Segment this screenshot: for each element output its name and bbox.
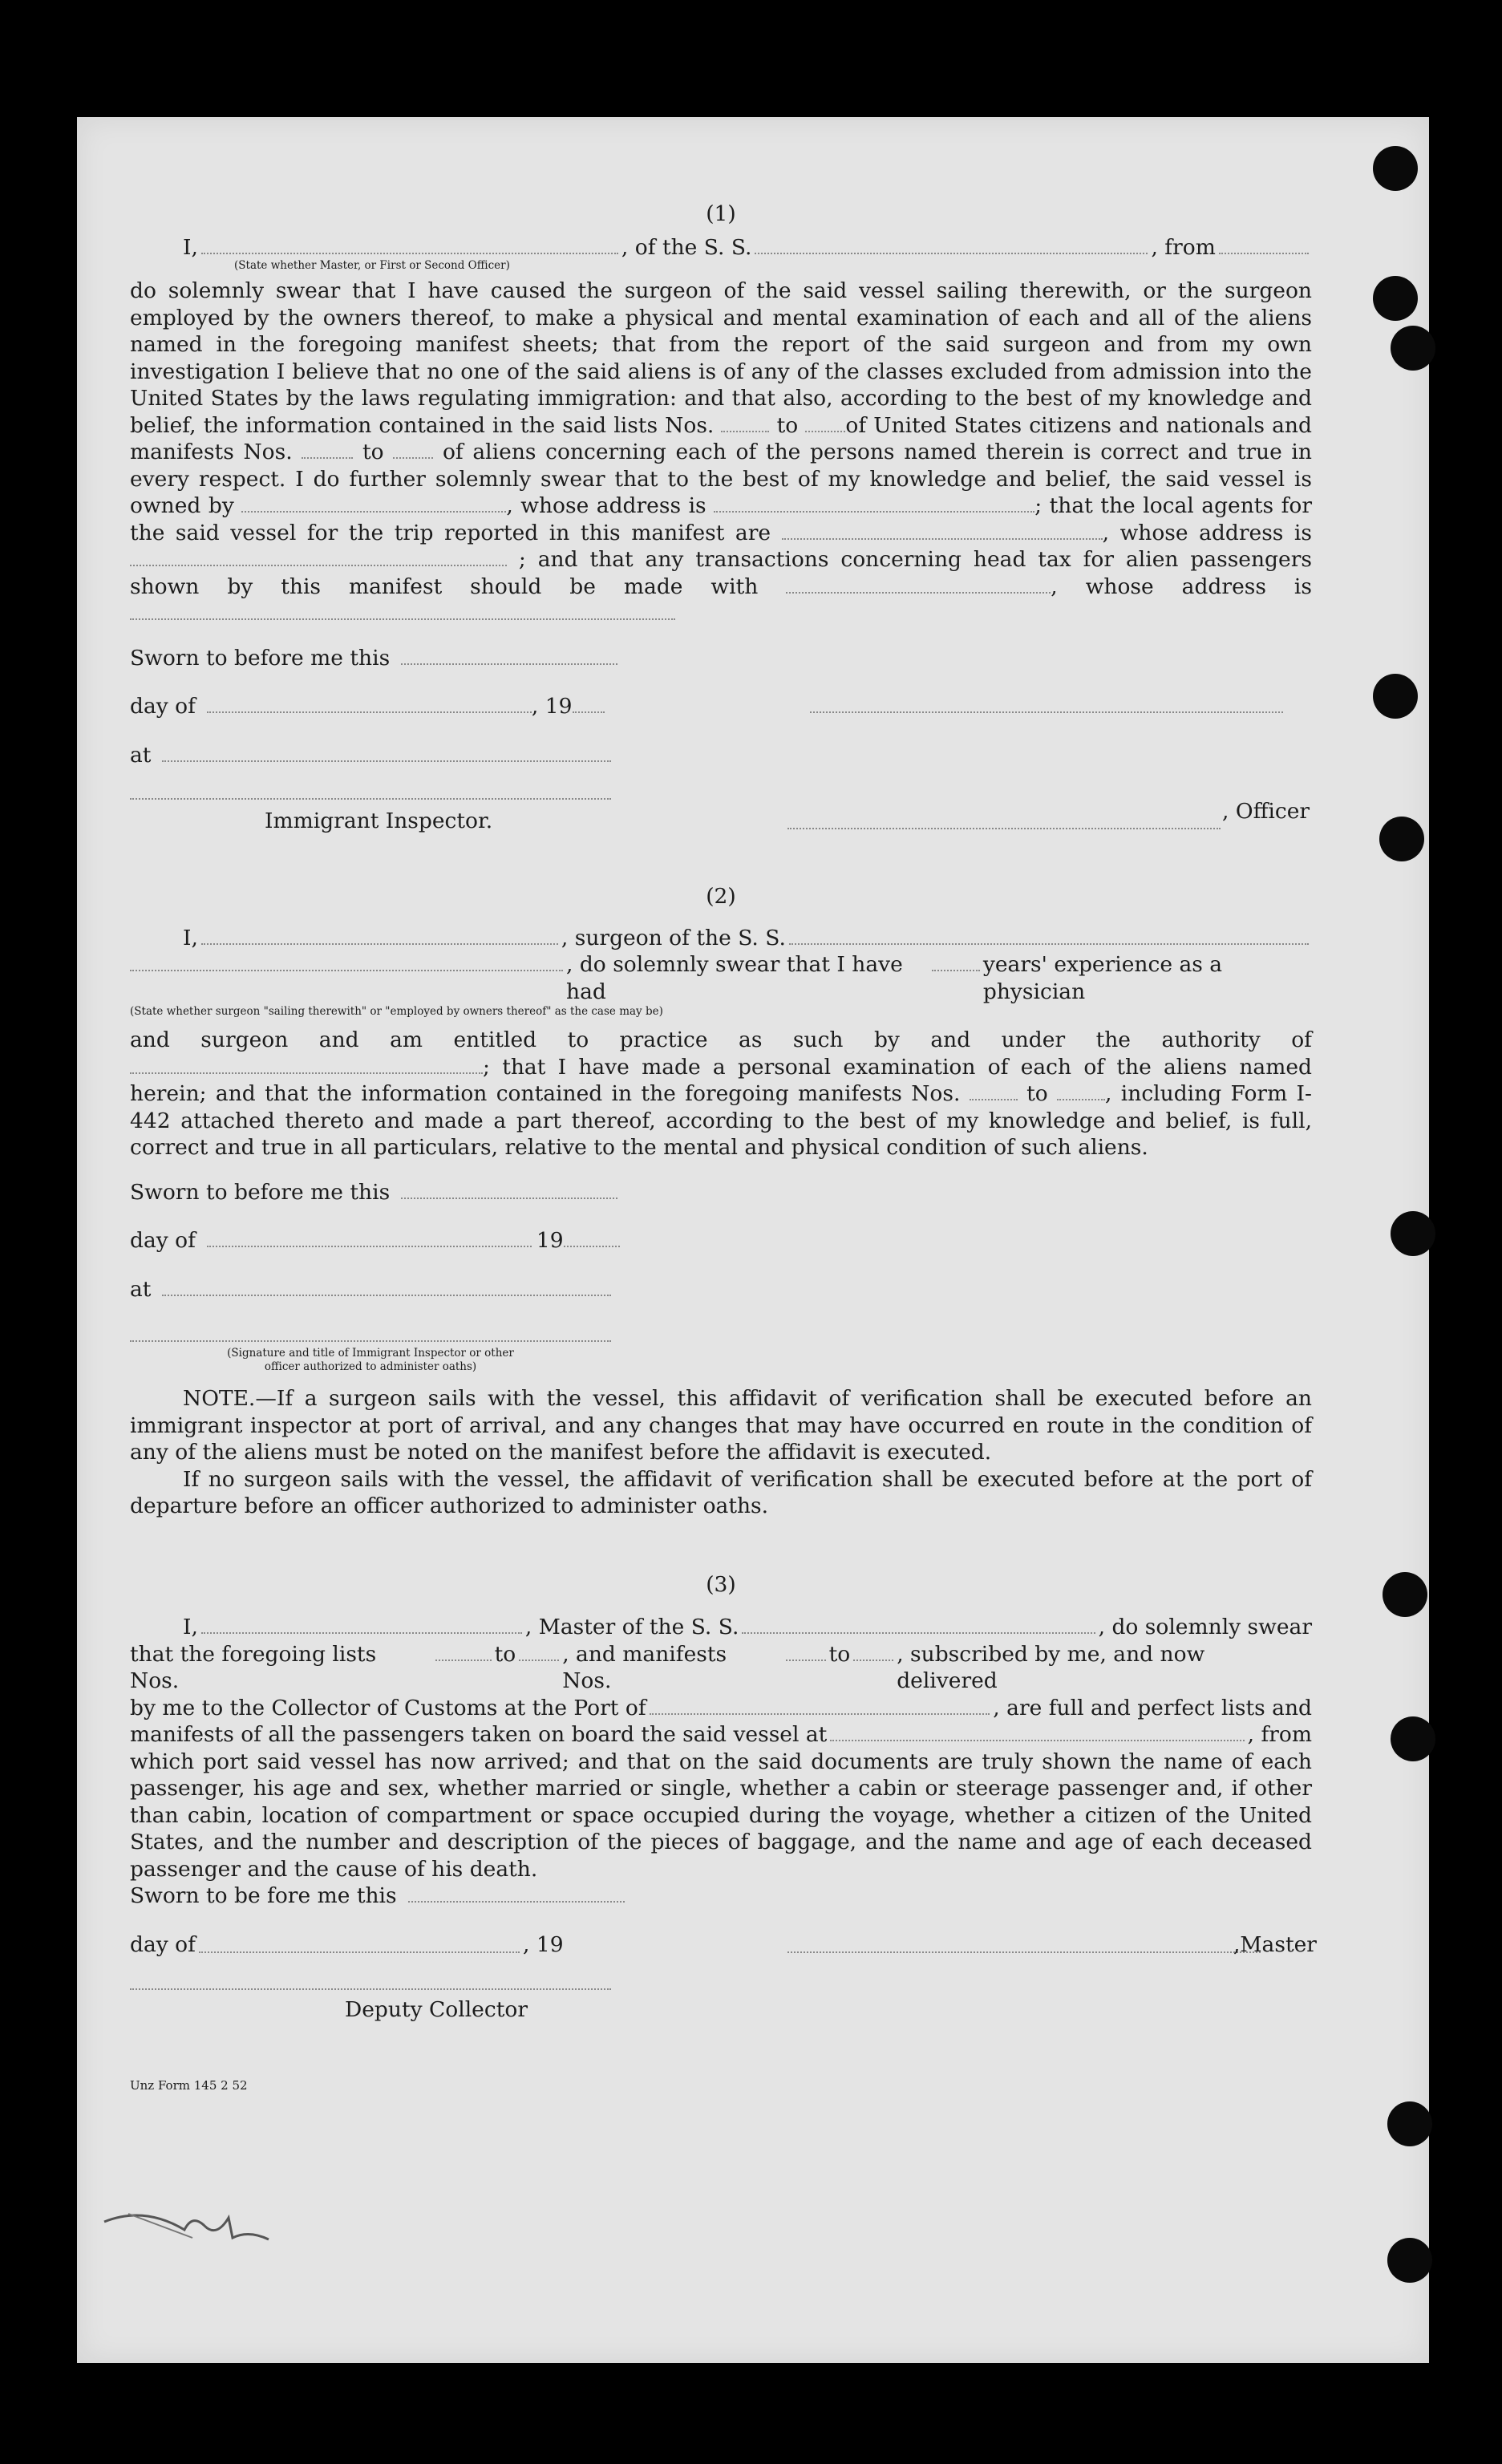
port-blank[interactable] (650, 1712, 990, 1715)
punch-hole (1373, 276, 1418, 321)
surgeon-vessel-blank[interactable] (789, 942, 1309, 945)
handwritten-mark (96, 2182, 281, 2254)
punch-hole (1379, 817, 1424, 861)
collector-signature-line (130, 1988, 1312, 1990)
master-name-blank[interactable] (201, 1631, 522, 1634)
inspector-signature-line (130, 1339, 1312, 1342)
master-vessel-blank[interactable] (742, 1631, 1095, 1634)
vessel-name-blank[interactable] (755, 252, 1148, 254)
form-number: Unz Form 145 2 52 (130, 2078, 248, 2093)
sworn-line: Sworn to before me this (130, 1179, 1312, 1206)
punch-hole (1387, 2238, 1432, 2283)
surgeon-caption: (State whether surgeon "sailing therewith" or "employed by owners thereof" as the case may be) (130, 1005, 663, 1018)
section-number: (2) (706, 884, 736, 909)
oath-prefix: I, (183, 234, 198, 260)
section1-body: do solemnly swear that I have caused the surgeon of the said vessel sailing therewith, or the surgeon employed by the owners thereof, to make a physical and mental examination of each and all of the aliens named in the foregoing manifest sheets; that from the report of the said surgeon and from my own investigation I believe that no one of the said aliens is of any of the classes excluded from admission into the United States by the laws regulating immigration: and that also, according to the best of my knowledge and belief, the information contained in the said lists Nos. to of United States citizens and nationals and manifests Nos. to of aliens concerning each of the persons named therein is correct and true in every respect. I do further solemnly swear that to the best of my knowledge and belief, the said vessel is owned by , whose address is ; that the local agents for the said vessel for the trip reported in this manifest are , whose address is ; and that any transactions concerning head tax for alien passengers shown by this manifest should be made with , whose address is (130, 278, 1312, 627)
sworn-line: Sworn to before me this (130, 645, 1312, 672)
note-paragraph: NOTE.—If a surgeon sails with the vessel, this affidavit of verification shall be executed before an immigrant inspector at port of arrival, and any changes that may have occurred en route in the condition of any of the aliens must be noted on the manifest before the affidavit is executed. (130, 1386, 1312, 1465)
surgeon-name-blank[interactable] (201, 942, 558, 945)
section-number: (3) (706, 1571, 736, 1597)
inspector-signature-line (130, 797, 1312, 800)
officer-caption: (State whether Master, or First or Second Officer) (234, 259, 510, 272)
master-label: ,Master (1233, 1931, 1317, 1957)
collector-line: by me to the Collector of Customs at the Port of , are full and perfect lists and (130, 1695, 1312, 1720)
section3-body: which port said vessel has now arrived; and that on the said documents are truly shown the name of each passenger, his age and sex, whether married or single, whether a cabin or steerage passenger and, if other than cabin, location of compartment or space occupied during the voyage, whether a citizen of the United States, and the number and description of the pieces of baggage, and the name and age of each deceased passenger and the cause of his death. (130, 1749, 1312, 1882)
note-paragraph-2: If no surgeon sails with the vessel, the affidavit of verification shall be executed before at the port of departure before an officer authorized to administer oaths. (130, 1466, 1312, 1518)
years-blank[interactable] (932, 969, 980, 971)
punch-hole (1391, 1211, 1435, 1256)
vessel-label: , of the S. S. (621, 234, 752, 260)
punch-hole (1387, 2101, 1432, 2146)
officer-label: , Officer (1222, 799, 1310, 824)
punch-hole (1373, 146, 1418, 191)
day-of-master-line: day of , 19 ,Master (130, 1931, 1317, 1957)
surgeon-oath-line: I, , surgeon of the S. S. (130, 925, 1312, 952)
inspector-label: Immigrant Inspector. (265, 808, 493, 833)
section2-body: and surgeon and am entitled to practice as such by and under the authority of ; that I have made a personal examination of each of the aliens named herein; and that the information contained in the foregoing manifests Nos. to , including Form I-442 attached thereto and made a part thereof, according to the best of my knowledge and belief, is full, correct and true in all particulars, relative to the mental and physical condition of such aliens. (130, 1027, 1312, 1160)
deputy-collector-label: Deputy Collector (345, 1996, 528, 2022)
affidavit-form (130, 201, 1317, 2093)
inspector-officer-row (130, 799, 1312, 835)
port-from-blank[interactable] (1219, 252, 1309, 254)
officer-name-blank[interactable] (201, 252, 618, 254)
punch-hole (1383, 1572, 1427, 1617)
punch-hole (1391, 1716, 1435, 1761)
surgeon-type-blank[interactable] (130, 969, 563, 971)
lists-line: that the foregoing lists Nos. to , and manifests Nos. to , subscribed by me, and now delivered (130, 1641, 1205, 1693)
at-line: at (130, 1276, 1312, 1303)
master-oath-line (130, 234, 1312, 261)
punch-hole (1373, 674, 1418, 719)
day-of-line: day of 19 (130, 1227, 1312, 1254)
embarkation-port-blank[interactable] (830, 1739, 1244, 1741)
punch-hole (1391, 326, 1435, 371)
section-number: (1) (706, 201, 736, 226)
master-oath-line: I, , Master of the S. S. , do solemnly swear (183, 1615, 1312, 1639)
from-label: , from (1151, 234, 1216, 260)
at-line: at (130, 742, 1312, 769)
embarkation-line: manifests of all the passengers taken on board the said vessel at , from (130, 1722, 1312, 1747)
day-of-line: day of , 19 (130, 693, 1312, 720)
signature-caption: (Signature and title of Immigrant Inspector or other officer authorized to administer oaths) (227, 1347, 514, 1373)
surgeon-experience-line: , do solemnly swear that I have had years' experience as a physician (130, 951, 1312, 1005)
sworn-line: Sworn to be fore me this (130, 1882, 1312, 1910)
